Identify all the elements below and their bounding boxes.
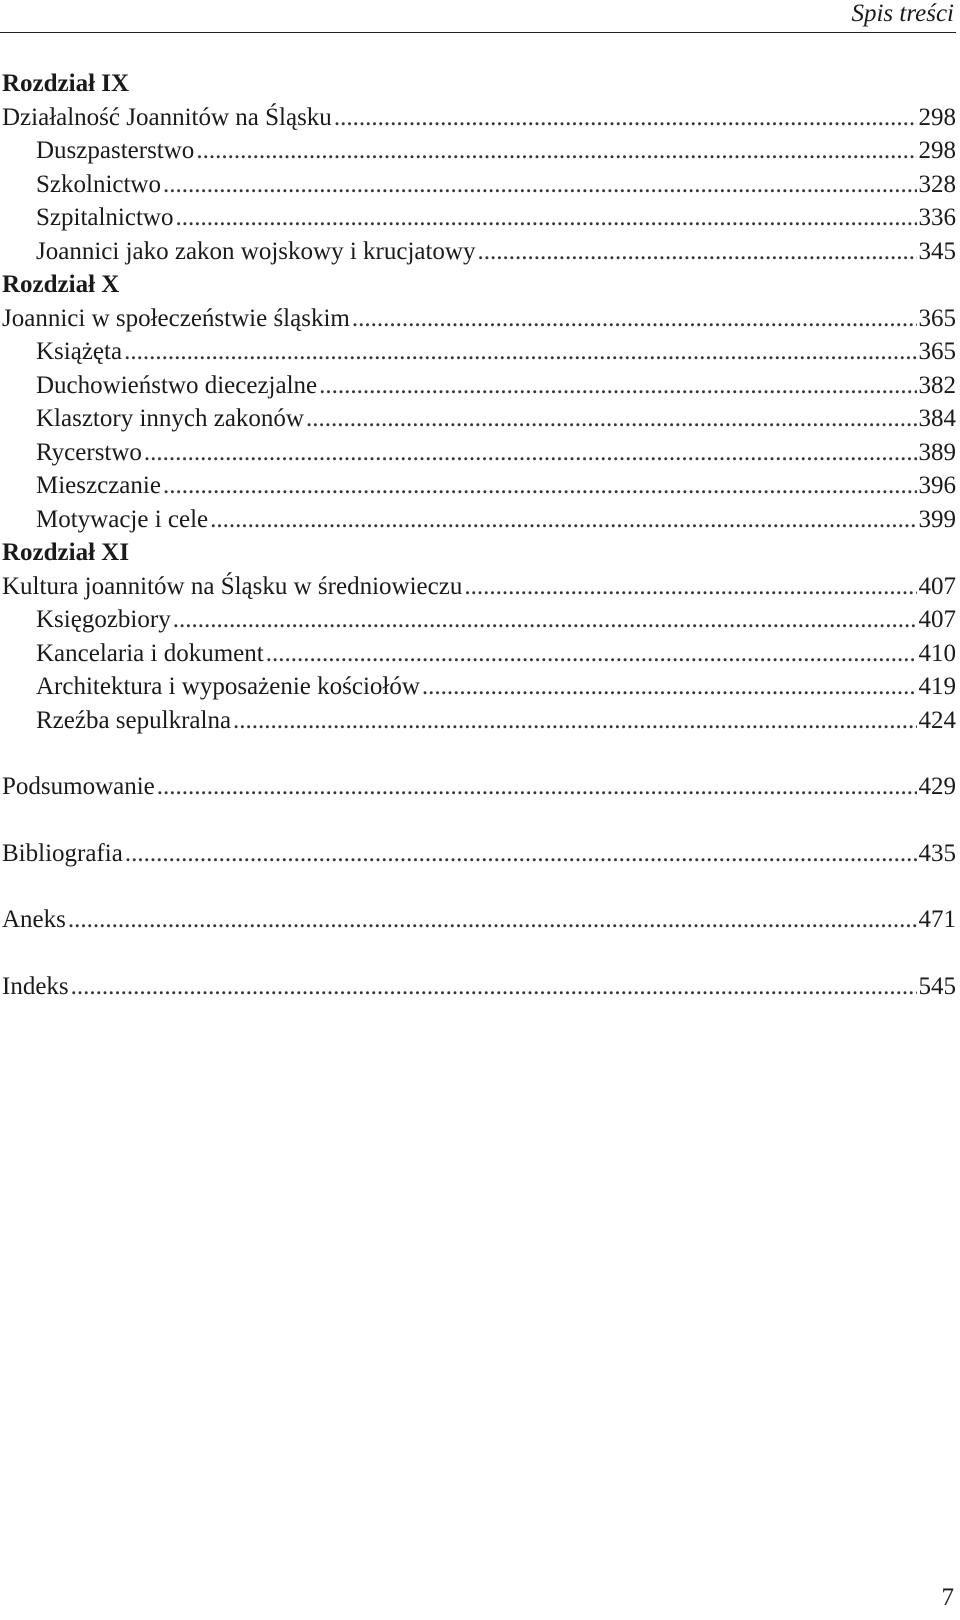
toc-entry[interactable] — [2, 335, 956, 369]
toc-entry[interactable] — [2, 637, 956, 671]
toc-entry-title: Duszpasterstwo — [36, 137, 195, 164]
toc-entry-title: Kancelaria i dokument — [36, 639, 264, 667]
toc-entry-title: Księgozbiory — [36, 606, 171, 633]
toc-entry-page: 365 — [918, 304, 956, 332]
toc-entry[interactable] — [2, 570, 956, 604]
chapter-heading: Rozdział X — [2, 271, 120, 298]
toc-entry-page: 419 — [918, 673, 956, 700]
dot-leader — [306, 402, 917, 436]
chapter-heading: Rozdział IX — [2, 70, 130, 97]
toc-entry-page: 410 — [918, 639, 956, 667]
dot-leader — [173, 603, 917, 637]
toc-entry-page: 298 — [918, 103, 956, 131]
toc-entry[interactable] — [2, 168, 956, 202]
toc-entry-annex[interactable] — [2, 903, 956, 937]
toc-entry-page: 384 — [918, 405, 956, 432]
dot-leader — [125, 837, 917, 871]
toc-entry[interactable] — [2, 503, 956, 537]
toc-entry-bibliography[interactable] — [2, 837, 956, 871]
dot-leader — [163, 469, 917, 503]
toc-entry-page: 399 — [918, 505, 956, 533]
dot-leader — [319, 369, 916, 403]
toc-entry-page: 429 — [918, 773, 956, 800]
toc-entry-page: 328 — [918, 170, 956, 198]
toc-entry-title: Indeks — [2, 972, 69, 1000]
toc-entry[interactable] — [2, 235, 956, 269]
toc-entry-title: Szpitalnictwo — [36, 204, 174, 231]
dot-leader — [157, 770, 917, 804]
toc-entry-page: 382 — [918, 371, 956, 399]
dot-leader — [68, 903, 917, 937]
toc-entry-title: Rycerstwo — [36, 438, 142, 466]
toc-entry-title: Rzeźba sepulkralna — [36, 706, 232, 734]
running-header — [0, 0, 956, 33]
toc-entry-title: Motywacje i cele — [36, 505, 209, 533]
toc-entry-index[interactable] — [2, 970, 956, 1004]
toc-entry-page: 435 — [918, 839, 956, 867]
toc-entry-title: Joannici w społeczeństwie śląskim — [2, 304, 350, 332]
toc-entry-page: 424 — [918, 706, 956, 734]
page-number: 7 — [941, 1584, 954, 1611]
toc-entry[interactable] — [2, 402, 956, 436]
toc-entry-title: Działalność Joannitów na Śląsku — [2, 103, 332, 131]
toc-entry-title: Architektura i wyposażenie kościołów — [36, 673, 420, 700]
dot-leader — [266, 637, 917, 671]
toc-entry-title: Kultura joannitów na Śląsku w średniowieczu — [2, 572, 463, 600]
toc-entry[interactable] — [2, 302, 956, 336]
dot-leader — [175, 201, 916, 235]
toc-entry[interactable] — [2, 436, 956, 470]
toc-entry-title: Joannici jako zakon wojskowy i krucjatowy — [36, 237, 476, 265]
dot-leader — [71, 970, 917, 1004]
toc-entry[interactable] — [2, 603, 956, 637]
dot-leader — [478, 235, 917, 269]
dot-leader — [210, 503, 916, 537]
toc-entry-title: Szkolnictwo — [36, 170, 161, 198]
dot-leader — [124, 335, 916, 369]
dot-leader — [233, 704, 916, 738]
toc-entry[interactable] — [2, 134, 956, 168]
toc-entry-page: 407 — [918, 572, 956, 600]
toc-entry[interactable] — [2, 201, 956, 235]
dot-leader — [334, 101, 917, 135]
toc-entry-title: Aneks — [2, 906, 66, 933]
toc-entry[interactable] — [2, 101, 956, 135]
toc-entry[interactable] — [2, 670, 956, 704]
dot-leader — [196, 134, 916, 168]
toc-entry[interactable] — [2, 369, 956, 403]
dot-leader — [163, 168, 917, 202]
toc-entry-title: Duchowieństwo diecezjalne — [36, 371, 318, 399]
toc-entry-title: Podsumowanie — [2, 773, 155, 800]
toc-entry-page: 396 — [918, 472, 956, 499]
toc-entry-summary[interactable] — [2, 770, 956, 804]
table-of-contents — [2, 67, 956, 1003]
toc-entry-page: 407 — [918, 606, 956, 633]
toc-entry-page: 345 — [918, 237, 956, 265]
toc-entry-page: 336 — [918, 204, 956, 231]
toc-entry-title: Mieszczanie — [36, 472, 161, 499]
toc-entry-page: 471 — [918, 906, 956, 933]
toc-entry[interactable] — [2, 469, 956, 503]
chapter-heading: Rozdział XI — [2, 539, 130, 566]
toc-entry-title: Klasztory innych zakonów — [36, 405, 304, 432]
running-title: Spis treści — [851, 0, 954, 27]
toc-entry-page: 545 — [918, 972, 956, 1000]
dot-leader — [352, 302, 917, 336]
toc-entry-title: Książęta — [36, 338, 123, 365]
toc-entry-page: 365 — [918, 338, 956, 365]
toc-entry-page: 389 — [918, 438, 956, 466]
toc-entry-title: Bibliografia — [2, 839, 123, 867]
toc-entry[interactable] — [2, 704, 956, 738]
dot-leader — [464, 570, 916, 604]
dot-leader — [144, 436, 917, 470]
toc-entry-page: 298 — [918, 137, 956, 164]
dot-leader — [422, 670, 917, 704]
